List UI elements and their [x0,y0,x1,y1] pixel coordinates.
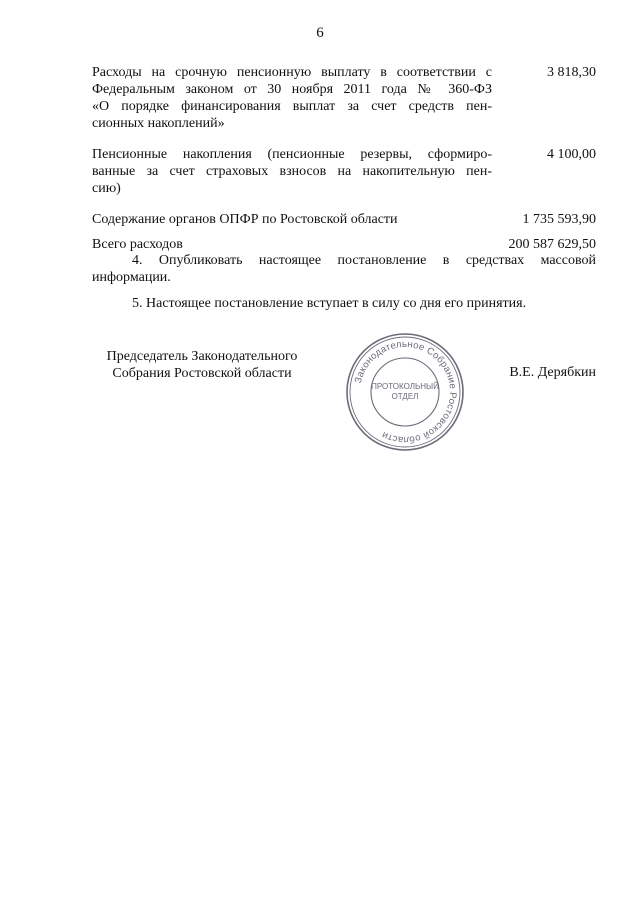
budget-row-opfr-maintenance [92,211,596,228]
seal-stamp-graphic [343,330,467,454]
signatory-position [92,348,312,382]
label-line: Всего расходов [92,237,183,252]
label-line: Содержание органов ОПФР по Ростовской области [92,212,398,227]
budget-row-label [92,146,492,197]
budget-row-label [92,211,492,228]
budget-row-label [92,64,492,132]
seal-inner-text-line1: ПРОТОКОЛЬНЫЙ [371,382,439,391]
budget-row-label [92,236,492,253]
label-line: ванные за счет страховых взносов на накопительную пен- [92,164,492,179]
paragraph-publish [92,252,596,286]
label-line: Федеральным законом от 30 ноября 2011 года № 360-ФЗ [92,82,492,97]
seal-outer-text: Законодательное Собрание Ростовской области [352,338,459,446]
signatory-name: В.Е. Дерябкин [509,365,596,380]
budget-table [92,64,596,261]
label-line: «О порядке финансирования выплат за счет средств пен- [92,99,492,114]
budget-row-amount: 200 587 629,50 [508,237,596,252]
paragraph-effective [92,295,596,312]
budget-row-amount: 4 100,00 [547,147,596,162]
label-line: Пенсионные накопления (пенсионные резервы, сформиро- [92,147,492,162]
signatory-position-line: Председатель Законодательного [106,349,298,364]
seal-inner-text-line2: ОТДЕЛ [391,392,419,401]
page-number: 6 [316,25,324,41]
budget-row-urgent-pension [92,64,596,132]
paragraph-line: информации. [92,270,171,285]
seal-stamp [343,330,467,454]
label-line: сию) [92,181,121,196]
budget-row-amount: 3 818,30 [547,65,596,80]
budget-row-total [92,236,596,253]
label-line: Расходы на срочную пенсионную выплату в соответствии с [92,65,492,80]
paragraph-line: 5. Настоящее постановление вступает в силу со дня его принятия. [132,296,527,311]
label-line: сионных накоплений» [92,116,225,131]
budget-row-amount: 1 735 593,90 [522,212,596,227]
budget-row-pension-savings [92,146,596,197]
paragraph-line: 4. Опубликовать настоящее постановление в средствах массовой [132,253,596,268]
signatory-position-line: Собрания Ростовской области [112,366,292,381]
